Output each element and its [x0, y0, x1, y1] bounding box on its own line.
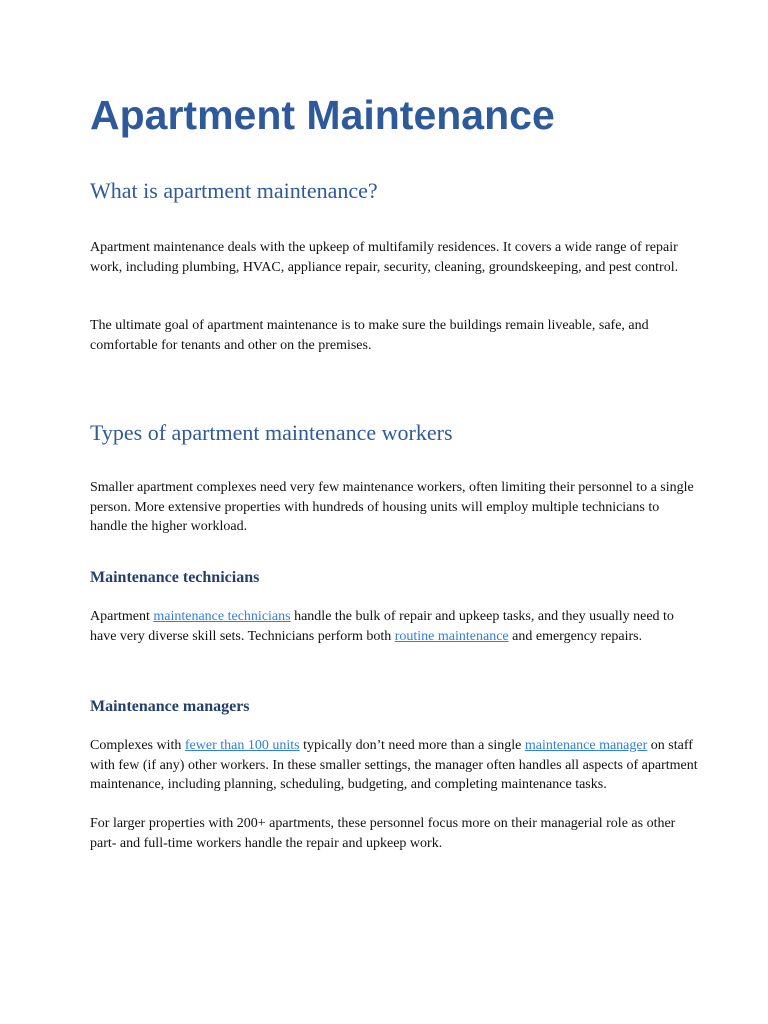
paragraph-technicians [90, 607, 700, 646]
page-title: Apartment Maintenance [90, 92, 555, 138]
routine-maintenance-link[interactable]: routine maintenance [394, 628, 509, 644]
maintenance-manager-link[interactable]: maintenance manager [524, 738, 648, 753]
paragraph-managers [90, 736, 700, 795]
maintenance-technicians-link[interactable]: maintenance technicians [153, 609, 291, 624]
paragraph-text: typically don’t need more than a single [299, 738, 525, 753]
paragraph-types-intro: Smaller apartment complexes need very few maintenance workers, often limiting their personnel to a single person. More extensive properties with hundreds of housing units will employ multiple technicians to handle the higher workload. [90, 480, 694, 534]
paragraph-text: and emergency repairs. [508, 628, 643, 644]
section-heading-what-is: What is apartment maintenance? [90, 178, 378, 203]
paragraph-larger-properties: For larger properties with 200+ apartments, these personnel focus more on their managerial role as other part- and full-time workers handle the repair and upkeep work. [90, 816, 676, 851]
paragraph-text: handle the bulk of repair and upkeep tasks, and they usually need to have very diverse skill sets. Technicians perform both [90, 609, 674, 644]
paragraph-text: Apartment [90, 609, 154, 624]
subheading-managers: Maintenance managers [90, 698, 250, 715]
fewer-than-100-units-link[interactable]: fewer than 100 units [184, 738, 300, 753]
paragraph-definition: Apartment maintenance deals with the upkeep of multifamily residences. It covers a wide range of repair work, including plumbing, HVAC, appliance repair, security, cleaning, groundskeeping, and pest control. [90, 240, 679, 275]
paragraph-text: on staff with few (if any) other workers. In these smaller settings, the manager often handles all aspects of apartment maintenance, including planning, scheduling, budgeting, and completing maintenance tasks. [90, 738, 698, 792]
paragraph-text: Complexes with [90, 738, 185, 753]
section-heading-types: Types of apartment maintenance workers [90, 420, 453, 445]
paragraph-goal: The ultimate goal of apartment maintenance is to make sure the buildings remain liveable, safe, and comfortable for tenants and other on the premises. [90, 318, 649, 353]
subheading-technicians: Maintenance technicians [90, 569, 260, 586]
